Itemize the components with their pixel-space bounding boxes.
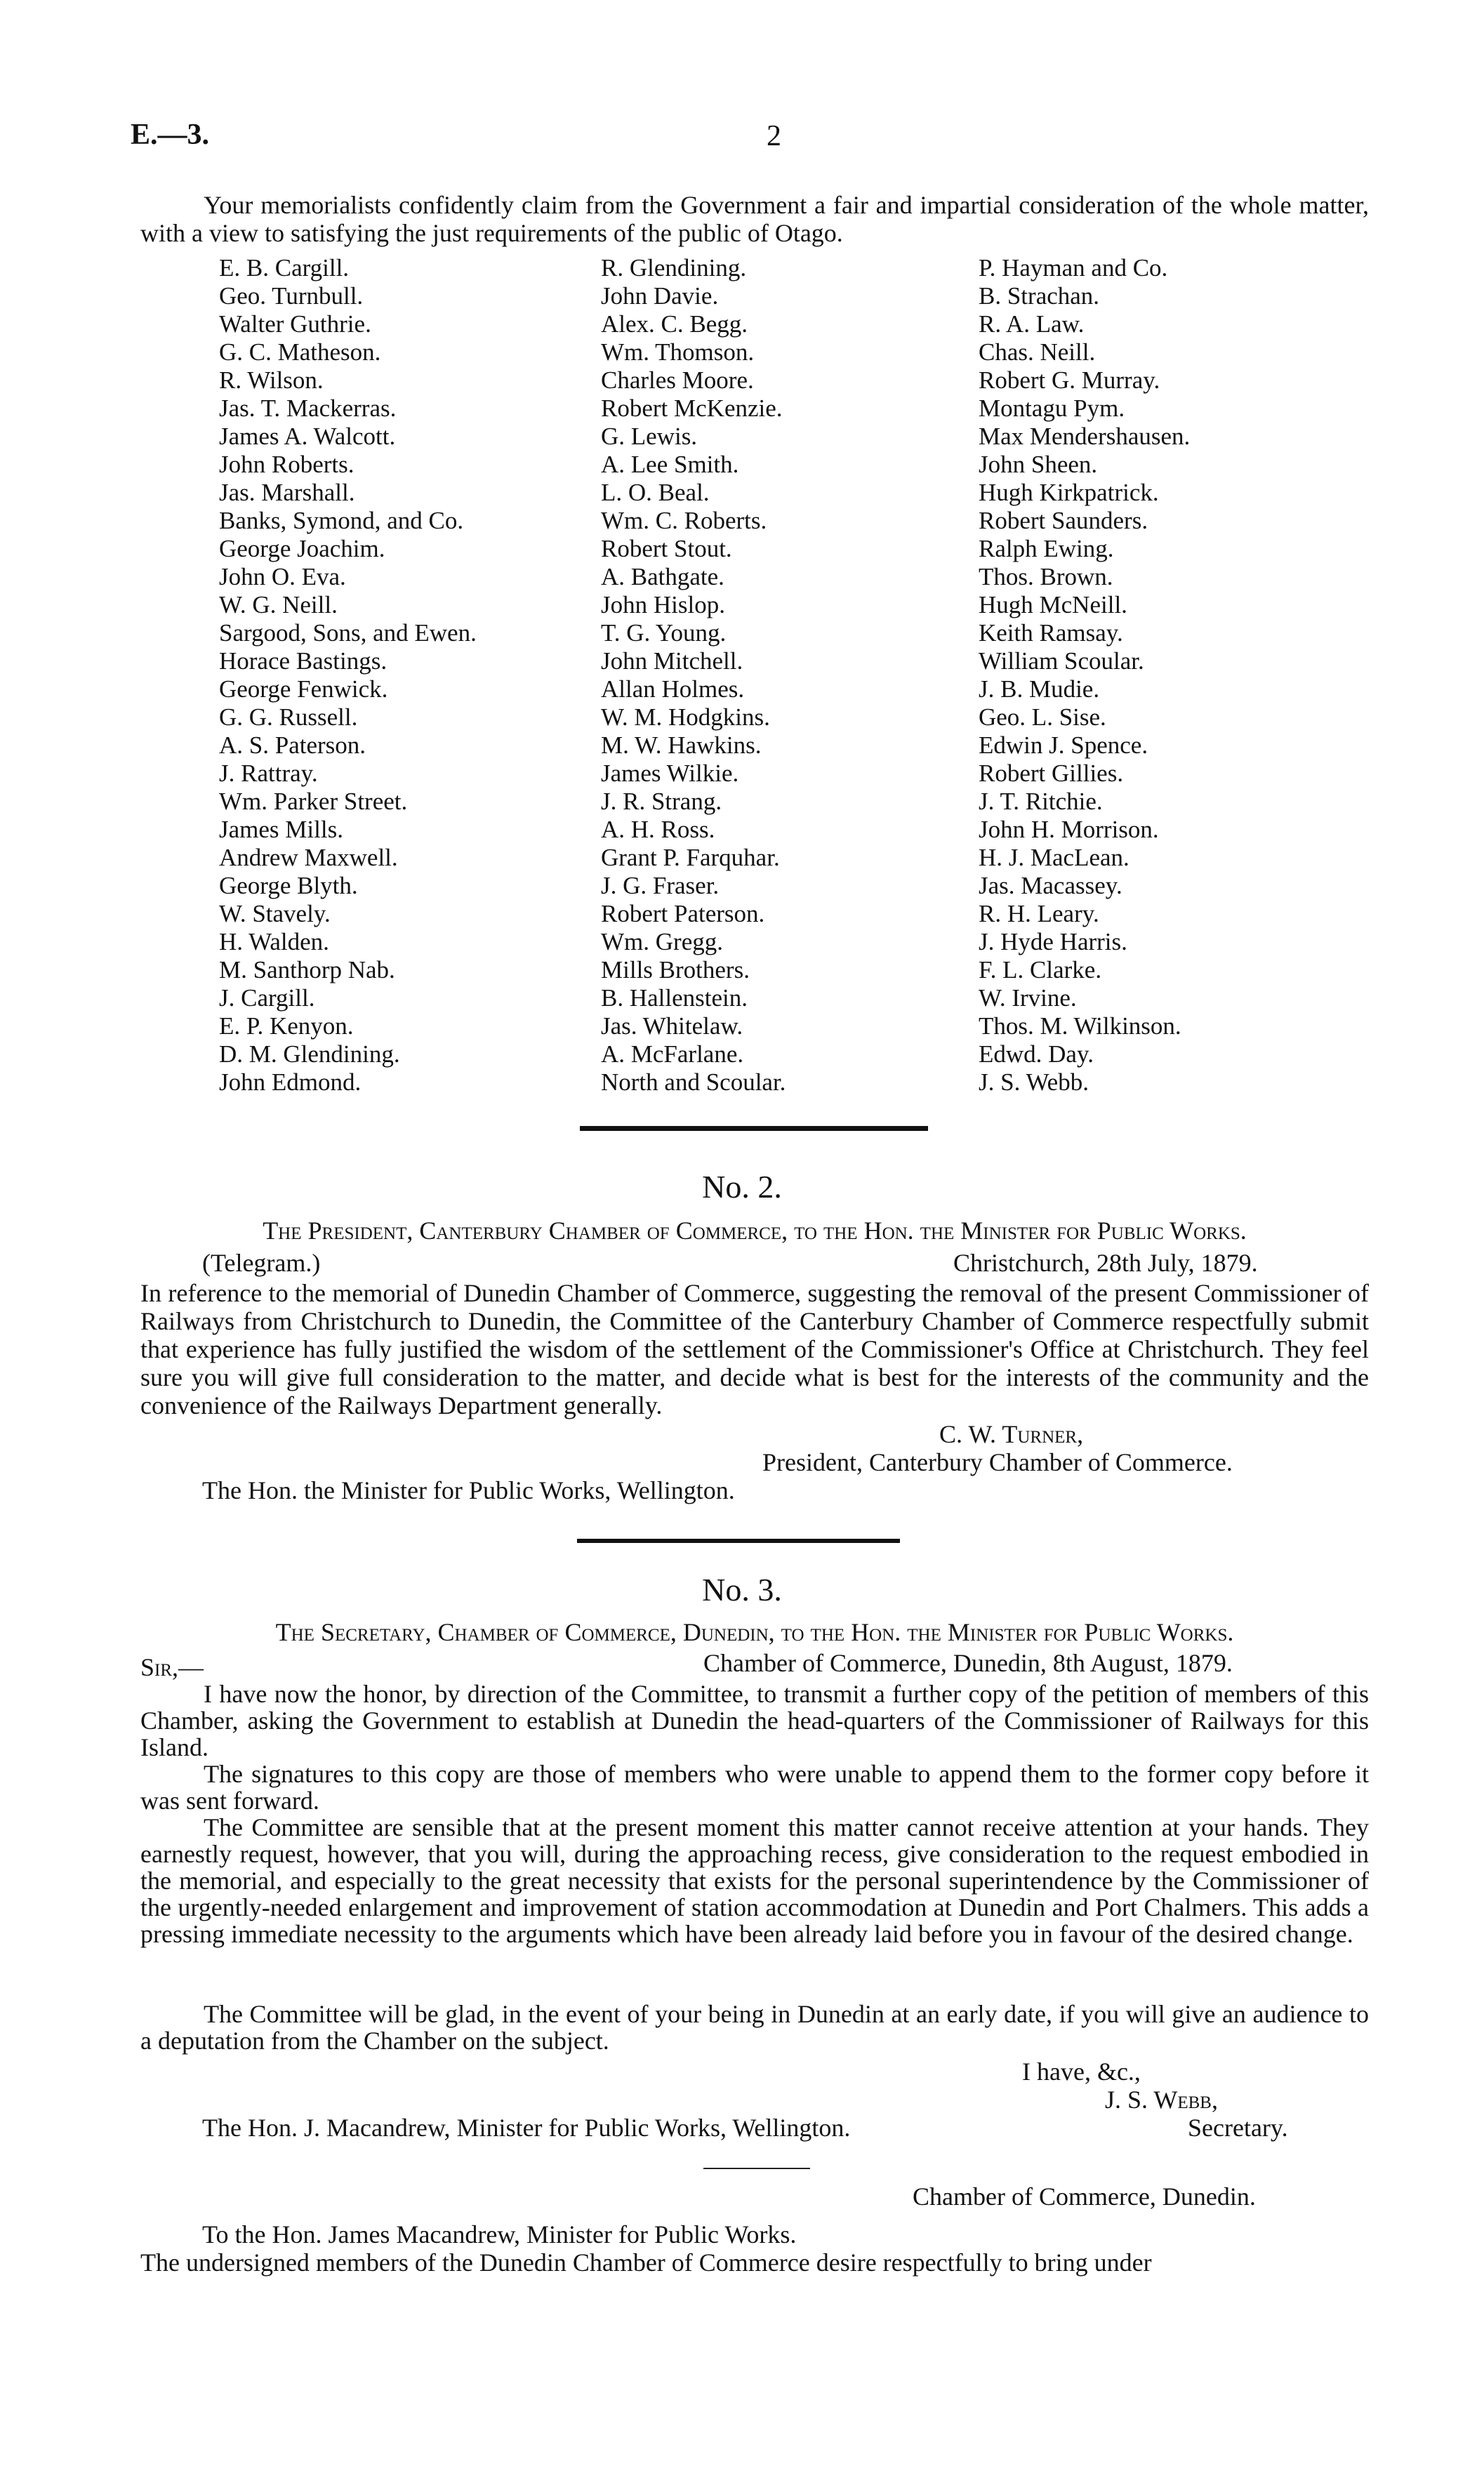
signatory-name: T. G. Young. (601, 619, 727, 647)
section-title-no3: No. 3. (702, 1572, 782, 1608)
signatory-name: Keith Ramsay. (979, 619, 1123, 647)
signatory-name: B. Hallenstein. (601, 984, 748, 1012)
no3-paragraph-3: The Committee are sensible that at the present moment this matter cannot receive attention at your hands. They earnestly request, however, that you will, during the approaching recess, give consideration to the request embodied in the memorial, and especially to the great necessity that exists for the personal superintendence by the Commissioner of the urgently-needed enlargement and improvement of station accommodation at Dunedin and Port Chalmers. This adds a pressing immediate necessity to the arguments which have been already laid before you in favour of the desired change. (140, 1813, 1369, 1948)
signatory-name: W. M. Hodgkins. (601, 703, 770, 731)
signatories-column-3 (979, 254, 1190, 1097)
document-reference: E.—3. (131, 119, 210, 151)
signatory-name: Thos. M. Wilkinson. (979, 1012, 1181, 1040)
section-divider (577, 1539, 900, 1543)
signatory-name: George Blyth. (219, 872, 358, 899)
signatory-name: R. A. Law. (979, 310, 1085, 338)
signatory-name: Alex. C. Begg. (601, 310, 748, 338)
signatory-name: A. Lee Smith. (601, 451, 739, 478)
no3-addressee: The Hon. J. Macandrew, Minister for Public Works, Wellington. (202, 2114, 851, 2142)
signatory-name: J. Cargill. (219, 984, 315, 1012)
no3-paragraph-1: I have now the honor, by direction of the Committee, to transmit a further copy of the petition of members of this Chamber, asking the Government to establish at Dunedin the head-quarters of the Commissioner of Railways for this Island. (140, 1680, 1369, 1761)
memorial-closing-paragraph: Your memorialists confidently claim from the Government a fair and impartial consideration of the whole matter, with a view to satisfying the just requirements of the public of Otago. (140, 191, 1369, 247)
signatory-name: D. M. Glendining. (219, 1040, 400, 1068)
signatory-name: Robert Stout. (601, 535, 732, 562)
signatory-name: William Scoular. (979, 647, 1144, 675)
no3-signer: J. S. Webb, (1105, 2086, 1218, 2114)
signatory-name: Wm. Gregg. (601, 928, 723, 955)
no3-signer-title: Secretary. (1188, 2114, 1288, 2142)
enclosure-addressee: To the Hon. James Macandrew, Minister for Public Works. (202, 2220, 797, 2248)
signatory-name: John Hislop. (601, 591, 725, 618)
signatory-name: Jas. Marshall. (219, 479, 355, 506)
signatory-name: R. Glendining. (601, 254, 747, 281)
no2-signer-title: President, Canterbury Chamber of Commerce. (762, 1448, 1233, 1476)
signatory-name: W. Stavely. (219, 900, 331, 927)
signatory-name: J. Hyde Harris. (979, 928, 1127, 955)
signatory-name: A. S. Paterson. (219, 731, 366, 759)
signatory-name: Robert Gillies. (979, 760, 1124, 787)
signatory-name: James A. Walcott. (219, 423, 396, 450)
signatory-name: Wm. Parker Street. (219, 788, 408, 815)
no2-place-date: Christchurch, 28th July, 1879. (953, 1249, 1258, 1277)
no2-addressee: The Hon. the Minister for Public Works, Wellington. (202, 1476, 735, 1504)
signatory-name: A. Bathgate. (601, 563, 724, 590)
signatory-name: Robert Saunders. (979, 507, 1148, 534)
signatory-name: G. Lewis. (601, 423, 698, 450)
signatory-name: Geo. L. Sise. (979, 703, 1106, 731)
no2-body: In reference to the memorial of Dunedin Chamber of Commerce, suggesting the removal of the present Commissioner of Railways from Christchurch to Dunedin, the Committee of the Canterbury Chamber of Commerce respectfully submit that experience has fully justified the wisdom of the settlement of the Commissioner's Office at Christchurch. They feel sure you will give full consideration to the matter, and decide what is best for the interests of the community and the convenience of the Railways Department generally. (140, 1279, 1369, 1419)
signatory-name: Montagu Pym. (979, 395, 1125, 422)
signatory-name: Edwin J. Spence. (979, 731, 1148, 759)
signatories-column-2 (601, 254, 786, 1097)
signatory-name: Edwd. Day. (979, 1040, 1094, 1068)
signatory-name: Robert G. Murray. (979, 366, 1160, 394)
signatory-name: Wm. Thomson. (601, 338, 755, 366)
enclosure-place: Chamber of Commerce, Dunedin. (913, 2182, 1256, 2211)
signatory-name: J. R. Strang. (601, 788, 722, 815)
signatory-name: M. W. Hawkins. (601, 731, 762, 759)
no2-heading: The President, Canterbury Chamber of Commerce, to the Hon. the Minister for Public Works. (263, 1217, 1247, 1245)
signatory-name: Robert McKenzie. (601, 395, 783, 422)
signatory-name: F. L. Clarke. (979, 956, 1102, 983)
no3-paragraph-2: The signatures to this copy are those of members who were unable to append them to the former copy before it was sent forward. (140, 1760, 1369, 1815)
signatory-name: Chas. Neill. (979, 338, 1096, 366)
enclosure-body: The undersigned members of the Dunedin Chamber of Commerce desire respectfully to bring under (140, 2248, 1152, 2277)
signatory-name: J. Rattray. (219, 760, 318, 787)
section-divider (580, 1126, 928, 1131)
signatory-name: Max Mendershausen. (979, 423, 1191, 450)
signatory-name: Jas. Macassey. (979, 872, 1122, 899)
no3-salutation: Sir,— (140, 1653, 204, 1681)
page-number: 2 (767, 120, 781, 152)
signatory-name: W. Irvine. (979, 984, 1077, 1012)
no2-telegram-label: (Telegram.) (202, 1249, 321, 1277)
signatory-name: M. Santhorp Nab. (219, 956, 395, 983)
signatory-name: G. C. Matheson. (219, 338, 381, 366)
signatory-name: Grant P. Farquhar. (601, 844, 780, 871)
signatory-name: R. H. Leary. (979, 900, 1099, 927)
signatory-name: James Mills. (219, 816, 343, 843)
signatory-name: B. Strachan. (979, 282, 1100, 310)
no3-heading: The Secretary, Chamber of Commerce, Dunedin, to the Hon. the Minister for Public Works. (275, 1618, 1234, 1646)
signatory-name: W. G. Neill. (219, 591, 338, 618)
signatory-name: Wm. C. Roberts. (601, 507, 767, 534)
signatory-name: Ralph Ewing. (979, 535, 1114, 562)
signatory-name: Jas. T. Mackerras. (219, 395, 397, 422)
signatory-name: L. O. Beal. (601, 479, 710, 506)
signatory-name: John H. Morrison. (979, 816, 1159, 843)
signatory-name: Andrew Maxwell. (219, 844, 398, 871)
signatory-name: P. Hayman and Co. (979, 254, 1168, 281)
signatory-name: Thos. Brown. (979, 563, 1113, 590)
signatory-name: John Mitchell. (601, 647, 743, 675)
signatory-name: Hugh Kirkpatrick. (979, 479, 1159, 506)
signatory-name: J. S. Webb. (979, 1068, 1089, 1096)
no3-paragraph-4: The Committee will be glad, in the event of your being in Dunedin at an early date, if you will give an audience to a deputation from the Chamber on the subject. (140, 2000, 1369, 2055)
signatory-name: John Sheen. (979, 451, 1098, 478)
signatory-name: J. G. Fraser. (601, 872, 720, 899)
signatory-name: E. P. Kenyon. (219, 1012, 354, 1040)
signatory-name: H. Walden. (219, 928, 329, 955)
signatory-name: Robert Paterson. (601, 900, 765, 927)
signatory-name: George Fenwick. (219, 675, 388, 703)
signatory-name: John Davie. (601, 282, 719, 310)
signatory-name: J. B. Mudie. (979, 675, 1100, 703)
enclosure-divider (703, 2168, 810, 2169)
signatory-name: Mills Brothers. (601, 956, 750, 983)
signatory-name: Walter Guthrie. (219, 310, 371, 338)
signatory-name: Horace Bastings. (219, 647, 387, 675)
signatory-name: John Roberts. (219, 451, 355, 478)
signatory-name: A. H. Ross. (601, 816, 715, 843)
signatory-name: Banks, Symond, and Co. (219, 507, 464, 534)
no2-signer: C. W. Turner, (939, 1420, 1084, 1448)
signatory-name: Hugh McNeill. (979, 591, 1127, 618)
signatory-name: John Edmond. (219, 1068, 362, 1096)
signatory-name: Allan Holmes. (601, 675, 745, 703)
signatory-name: James Wilkie. (601, 760, 739, 787)
signatory-name: Jas. Whitelaw. (601, 1012, 743, 1040)
signatory-name: George Joachim. (219, 535, 385, 562)
signatory-name: E. B. Cargill. (219, 254, 350, 281)
no3-closing: I have, &c., (1022, 2058, 1141, 2086)
signatory-name: Geo. Turnbull. (219, 282, 364, 310)
signatory-name: North and Scoular. (601, 1068, 786, 1096)
signatory-name: Charles Moore. (601, 366, 754, 394)
signatory-name: A. McFarlane. (601, 1040, 744, 1068)
signatories-column-1 (219, 254, 477, 1097)
signatory-name: Sargood, Sons, and Ewen. (219, 619, 477, 647)
signatory-name: H. J. MacLean. (979, 844, 1129, 871)
section-title-no2: No. 2. (702, 1169, 782, 1205)
signatory-name: John O. Eva. (219, 563, 346, 590)
signatory-name: R. Wilson. (219, 366, 324, 394)
no3-place-date: Chamber of Commerce, Dunedin, 8th August, 1879. (703, 1649, 1233, 1677)
signatory-name: G. G. Russell. (219, 703, 358, 731)
signatory-name: J. T. Ritchie. (979, 788, 1103, 815)
